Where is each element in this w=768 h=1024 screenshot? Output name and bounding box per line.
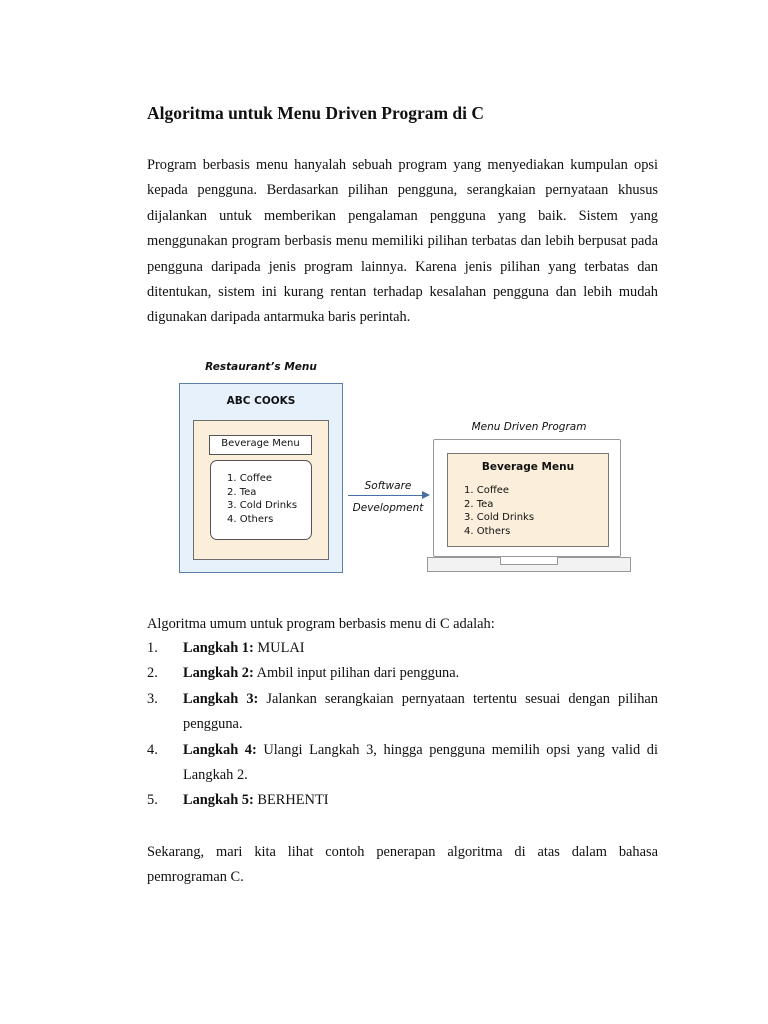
program-beverage-menu-title: Beverage Menu — [481, 461, 575, 473]
list-item: 1. Coffee — [227, 473, 273, 484]
menu-driven-program-title: Menu Driven Program — [471, 421, 587, 433]
arrow-right-icon — [422, 491, 430, 499]
restaurant-name: ABC COOKS — [226, 395, 296, 407]
list-item — [147, 788, 658, 813]
steps-list — [147, 636, 658, 814]
list-item: 3. Cold Drinks — [464, 512, 535, 523]
step-label: Langkah 2: — [183, 665, 254, 682]
step-text: MULAI — [253, 640, 305, 656]
step-number: 5. — [147, 792, 158, 809]
step-text: Ambil input pilihan dari pengguna. — [253, 665, 460, 682]
list-item — [147, 738, 658, 789]
step-label: Langkah 4: — [183, 741, 257, 758]
list-item: 4. Others — [464, 525, 511, 537]
intro-paragraph: Program berbasis menu hanyalah sebuah program yang menyediakan kumpulan opsi kepada pengguna. Berdasarkan pilihan pengguna, serangkaian pernyataan khusus dijalankan untuk memberikan pengalaman pengguna yang baik. Sistem yang menggunakan program berbasis menu memiliki pilihan terbatas dan lebih berpusat pada pengguna daripada jenis program lainnya. Karena jenis pilihan yang terbatas dan ditentukan, sistem ini kurang rentan terhadap kesalahan pengguna dan lebih mudah digunakan daripada antarmuka baris perintah. — [147, 157, 658, 326]
list-item: 4. Others — [227, 513, 274, 525]
step-text: Jalankan serangkaian pernyataan tertentu sesuai dengan pilihan pengguna. — [183, 690, 659, 733]
step-number: 3. — [147, 690, 158, 707]
closing-paragraph: Sekarang, mari kita lihat contoh penerapan algoritma di atas dalam bahasa pemrograman C. — [147, 844, 658, 886]
list-item — [147, 636, 658, 661]
step-number: 1. — [147, 640, 158, 656]
step-label: Langkah 1: — [183, 640, 254, 656]
laptop-notch — [500, 557, 558, 565]
arrow-label-bottom: Development — [352, 502, 424, 514]
list-item: 3. Cold Drinks — [227, 500, 298, 511]
step-text: Ulangi Langkah 3, hingga pengguna memilih opsi yang valid di Langkah 2. — [183, 741, 658, 784]
steps-intro: Algoritma umum untuk program berbasis menu di C adalah: — [147, 616, 495, 632]
list-item: 2. Tea — [464, 498, 494, 510]
list-item — [147, 687, 658, 738]
restaurant-menu-title: Restaurant’s Menu — [205, 361, 317, 373]
list-item — [147, 661, 658, 686]
restaurant-beverage-list — [227, 472, 297, 526]
page-title: Algoritma untuk Menu Driven Program di C — [147, 103, 485, 123]
step-text: BERHENTI — [253, 792, 329, 809]
step-number: 2. — [147, 665, 158, 682]
program-beverage-list — [464, 484, 534, 538]
list-item: 2. Tea — [227, 486, 257, 498]
list-item: 1. Coffee — [464, 485, 510, 496]
step-label: Langkah 3: — [183, 690, 259, 707]
step-number: 4. — [147, 741, 158, 758]
arrow-label-top: Software — [364, 480, 412, 492]
arrow-line — [348, 495, 424, 496]
step-label: Langkah 5: — [183, 792, 254, 809]
beverage-menu-label: Beverage Menu — [221, 438, 300, 449]
